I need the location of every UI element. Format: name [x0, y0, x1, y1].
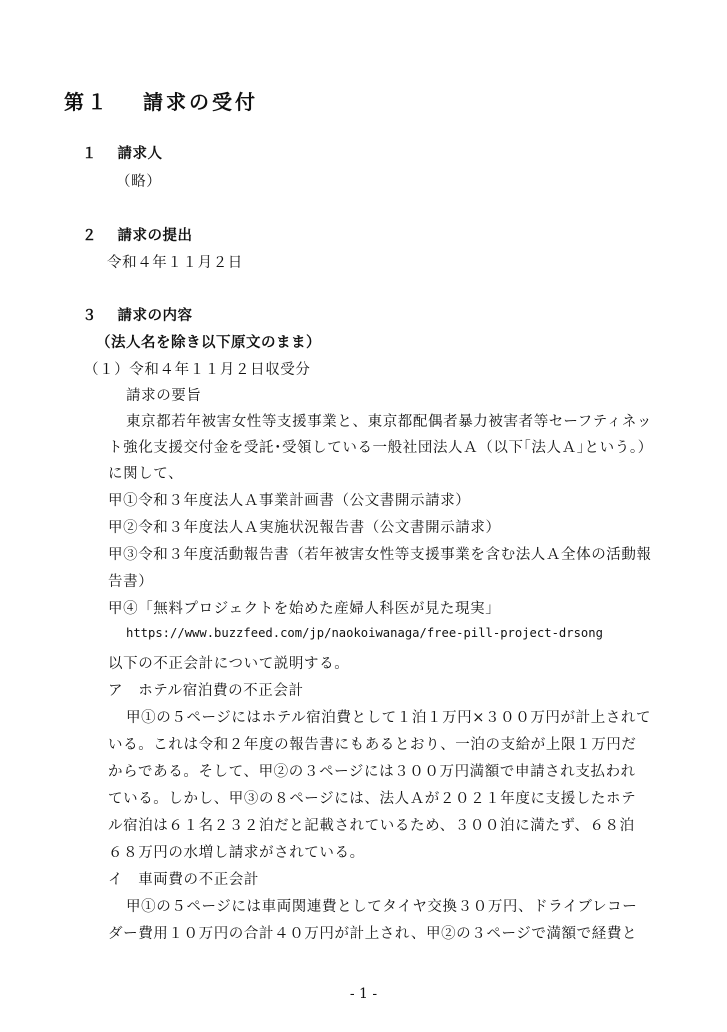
- section-2-heading: ２ 請求の提出: [82, 227, 193, 244]
- section-1-body: （略）: [116, 174, 162, 190]
- body-line: に関して、: [108, 466, 184, 482]
- body-line: 甲②令和３年度法人Ａ実施状況報告書（公文書開示請求）: [108, 520, 501, 536]
- subsection-i-heading: イ 車両費の不正会計: [108, 872, 259, 888]
- body-line: ダー費用１０万円の合計４０万円が計上され、甲②の３ページで満額で経費と: [108, 926, 638, 942]
- section-1-heading: １ 請求人: [82, 145, 163, 162]
- body-line: ６８万円の水増し請求がされている。: [108, 845, 365, 861]
- body-line: 以下の不正会計について説明する。: [108, 656, 350, 672]
- body-line: ト強化支援交付金を受託･受領している一般社団法人Ａ（以下｢法人Ａ｣という。）: [108, 440, 653, 456]
- subsection-a-heading: ア ホテル宿泊費の不正会計: [108, 683, 304, 699]
- body-line: 甲①の５ページには車両関連費としてタイヤ交換３０万円、ドライブレコー: [126, 899, 638, 915]
- source-url: https://www.buzzfeed.com/jp/naokoiwanaga/free-pill-project-drsong: [126, 626, 603, 640]
- body-line: （１）令和４年１１月２日収受分: [84, 362, 311, 378]
- body-line: 告書）: [108, 574, 154, 590]
- section-2-body: 令和４年１１月２日: [107, 255, 243, 271]
- body-line: 甲①令和３年度法人Ａ事業計画書（公文書開示請求）: [108, 493, 471, 509]
- body-line: 請求の要旨: [126, 388, 202, 404]
- body-line: からである。そして、甲②の３ページには３００万円満額で申請され支払われ: [108, 764, 636, 780]
- body-line: 甲①の５ページにはホテル宿泊費として１泊１万円×３００万円が計上されて: [126, 710, 652, 726]
- page-title: 第１ 請求の受付: [64, 90, 258, 114]
- section-3-subheading: （法人名を除き以下原文のまま）: [96, 334, 321, 351]
- section-3-heading: ３ 請求の内容: [82, 307, 193, 324]
- page-number: - 1 -: [349, 986, 378, 1002]
- body-line: いる。これは令和２年度の報告書にもあるとおり、一泊の支給が上限１万円だ: [108, 737, 637, 753]
- body-line: 甲④「無料プロジェクトを始めた産婦人科医が見た現実」: [108, 601, 501, 617]
- body-line: ている。しかし、甲③の８ページには、法人Ａが２０２１年度に支援したホテ: [108, 791, 637, 807]
- body-line: 甲③令和３年度活動報告書（若年被害女性等支援事業を含む法人Ａ全体の活動報: [108, 547, 652, 563]
- body-line: ル宿泊は６１名２３２泊だと記載されているため、３００泊に満たず、６８泊: [108, 818, 635, 834]
- body-line: 東京都若年被害女性等支援事業と、東京都配偶者暴力被害者等セーフティネッ: [126, 414, 653, 430]
